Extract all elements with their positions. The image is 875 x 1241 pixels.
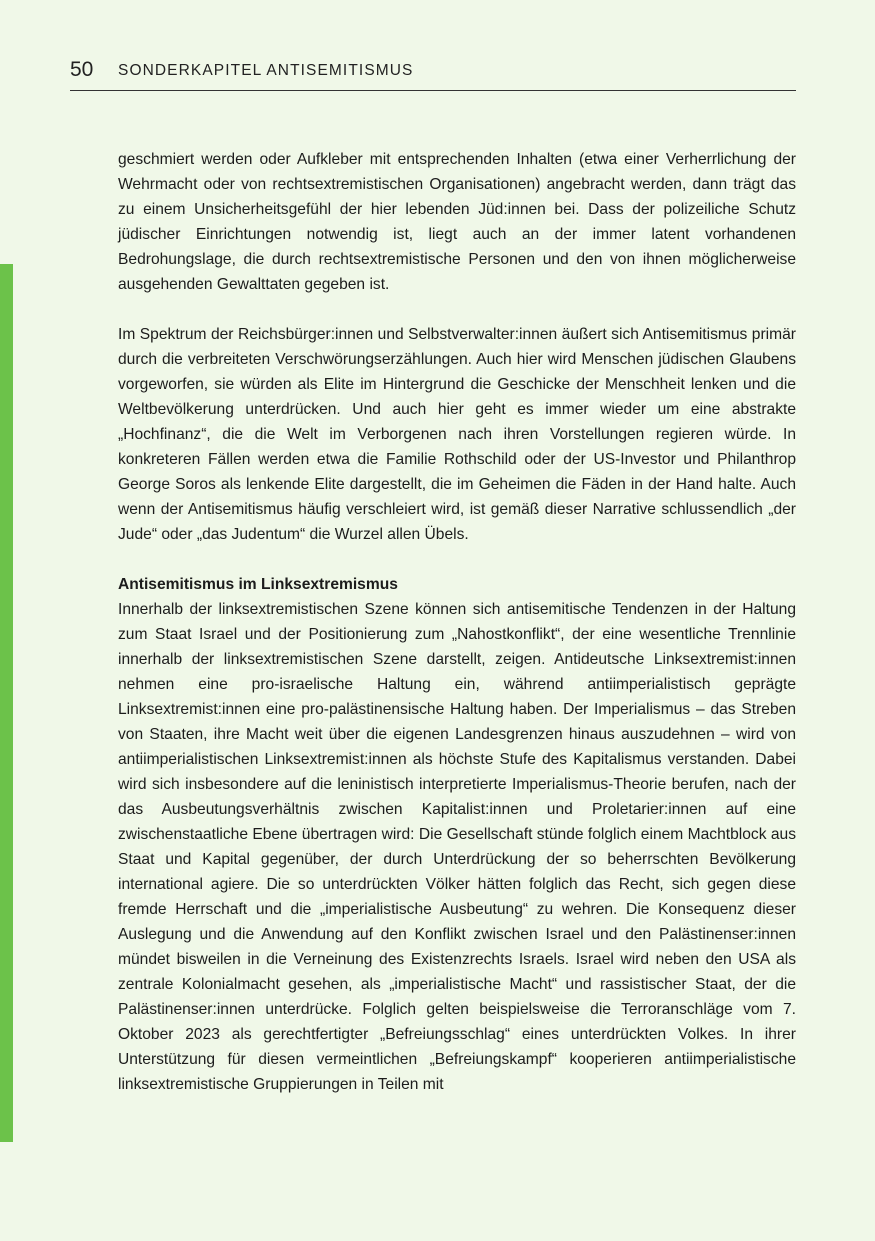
paragraph-3: Innerhalb der linksextremistischen Szene können sich antisemitische Tendenzen in der Haltung zum Staat Israel und der Positionierung zum „Nahostkonflikt“, der eine wesentliche Trennlinie innerhalb der linksextremistischen Szene darstellt, zeigen. Antideutsche Linksextremist:innen nehmen eine pro-israelische Haltung ein, während antiimperialistisch geprägte Linksextremist:innen eine pro-palästinensische Haltung haben. Der Imperialismus – das Streben von Staaten, ihre Macht weit über die eigenen Landesgrenzen hinaus auszudehnen – wird von antiimperialistischen Linksextremist:innen als höchste Stufe des Kapitalismus verstanden. Dabei wird sich insbesondere auf die leninistisch interpretierte Imperialismus-Theorie berufen, nach der das Ausbeutungsverhältnis zwischen Kapitalist:innen und Proletarier:innen auf eine zwischenstaatliche Ebene übertragen wird: Die Gesellschaft stünde folglich einem Machtblock aus Staat und Kapital gegenüber, der durch Unterdrückung der so beherrschten Bevölkerung international agiere. Die so unterdrückten Völker hätten folglich das Recht, sich gegen diese fremde Herrschaft und die „imperialistische Ausbeutung“ zu wehren. Die Konsequenz dieser Auslegung und die Anwendung auf den Konflikt zwischen Israel und den Palästinenser:innen mündet bisweilen in die Verneinung des Existenzrechts Israels. Israel wird neben den USA als zentrale Kolonialmacht gesehen, als „imperialistische Macht“ und rassistischer Staat, der die Palästinenser:innen unterdrücke. Folglich gelten beispielsweise die Terroranschläge vom 7. Oktober 2023 als gerechtfertigter „Befreiungsschlag“ eines unterdrückten Volkes. In ihrer Unterstützung für diesen vermeintlichen „Befreiungskampf“ kooperieren antiimperialistische linksextremistische Gruppierungen in Teilen mit bbox=[118, 601, 796, 1093]
page-header bbox=[70, 56, 796, 91]
body-text bbox=[118, 147, 796, 1097]
section-heading: Antisemitismus im Linksextremismus bbox=[118, 576, 398, 593]
page-number: 50 bbox=[70, 58, 94, 81]
paragraph-1: geschmiert werden oder Aufkleber mit entsprechenden Inhalten (etwa einer Verherrlichung der Wehrmacht oder von rechtsextremistischen Organisationen) angebracht werden, dann trägt das zu einem Unsicherheitsgefühl der hier lebenden Jüd:innen bei. Dass der polizeiliche Schutz jüdischer Einrichtungen notwendig ist, liegt auch an der immer latent vorhandenen Bedrohungslage, die durch rechtsextremistische Personen und den von ihnen möglicherweise ausgehenden Gewalttaten gegeben ist. bbox=[118, 151, 796, 293]
accent-side-bar bbox=[0, 264, 13, 1142]
paragraph-2: Im Spektrum der Reichsbürger:innen und Selbstverwalter:innen äußert sich Antisemitismus primär durch die verbreiteten Verschwörungserzählungen. Auch hier wird Menschen jüdischen Glaubens vorgeworfen, sie würden als Elite im Hintergrund die Geschicke der Menschheit lenken und die Weltbevölkerung unterdrücken. Und auch hier geht es immer wieder um eine abstrakte „Hochfinanz“, die die Welt im Verborgenen nach ihren Vorstellungen regieren würde. In konkreteren Fällen werden etwa die Familie Rothschild oder der US-Investor und Philanthrop George Soros als lenkende Elite dargestellt, die im Geheimen die Fäden in der Hand halte. Auch wenn der Antisemitismus häufig verschleiert wird, ist gemäß dieser Narrative schlussendlich „der Jude“ oder „das Judentum“ die Wurzel allen Übels. bbox=[118, 326, 796, 543]
running-head: SONDERKAPITEL ANTISEMITISMUS bbox=[118, 62, 414, 79]
